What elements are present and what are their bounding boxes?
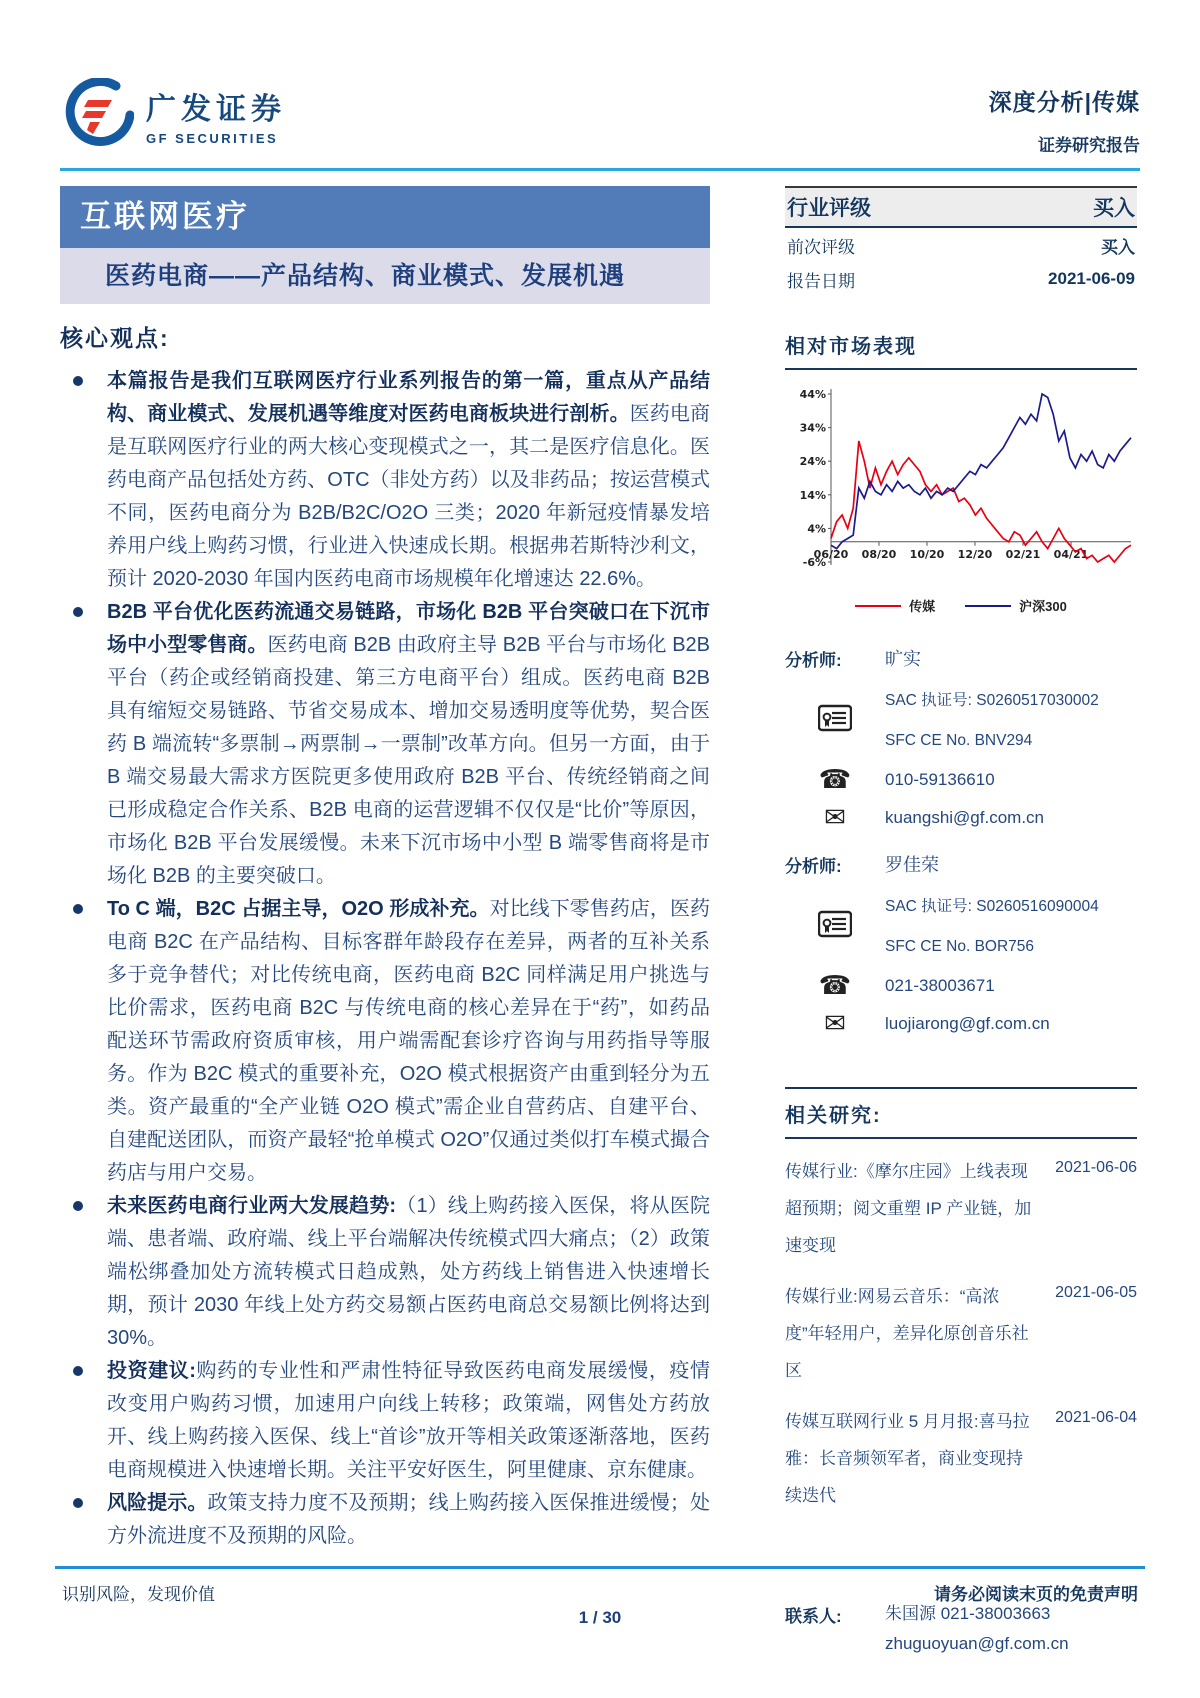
contact-email: zhuguoyuan@gf.com.cn xyxy=(885,1634,1069,1653)
sidebar-column xyxy=(785,186,1137,1662)
svg-text:10/20: 10/20 xyxy=(909,547,945,561)
svg-text:-6%: -6% xyxy=(802,556,826,569)
report-date-value: 2021-06-09 xyxy=(1048,269,1135,288)
report-date-row xyxy=(785,262,1137,296)
performance-line-chart xyxy=(785,384,1137,592)
analyst-1-header xyxy=(785,645,1137,671)
analyst-1-email-row xyxy=(785,799,1137,837)
legend-hs300: 沪深300 xyxy=(965,596,1067,615)
bullet-b2b: B2B 平台优化医药流通交易链路，市场化 B2B 平台突破口在下沉市场中小型零售商。医药电商 B2B 由政府主导 B2B 平台与市场化 B2B 平台（药企或经销商投建、第三方电商平台）组成。医药电商 B2B 具有缩短交易链路、节省交易成本、增加交易透明度等优势，契合医药 B 端流转“多票制→两票制→一票制”改革方向。但另一方面，由于 B 端交易最大需求方医院更多使用政府 B2B 平台、传统经销商之间已形成稳定合作关系、B2B 电商的运营逻辑不仅仅是“比价”等原因，市场化 B2B 平台发展缓慢。未来下沉市场中小型 B 端零售商将是市场化 B2B 的主要突破口。 xyxy=(60,596,710,893)
svg-text:08/20: 08/20 xyxy=(861,547,897,561)
svg-text:04/21: 04/21 xyxy=(1053,547,1089,561)
page-header xyxy=(60,78,1140,166)
related-date: 2021-06-06 xyxy=(1055,1159,1137,1176)
analyst-2-header xyxy=(785,851,1137,877)
gf-logo-icon xyxy=(60,78,134,152)
analyst-label: 分析师: xyxy=(785,856,842,876)
bullet-risk-warning: 风险提示。政策支持力度不及预期；线上购药接入医保推进缓慢；处方外流进度不及预期的风险。 xyxy=(60,1487,710,1553)
related-item xyxy=(785,1278,1137,1389)
analyst-sac: SAC 执证号: S0260516090004 xyxy=(885,898,1099,915)
bullet-b2c-o2o: To C 端，B2C 占据主导，O2O 形成补充。对比线下零售药店，医药电商 B2C 在产品结构、目标客群年龄段存在差异，两者的互补关系多于竞争替代；对比传统电商，医药电商 B2C 同样满足用户挑选与比价需求，医药电商 B2C 与传统电商的核心差异在于“药”，如药品配送环节需政府资质审核，用户端需配套诊疗咨询与用药指导等服务。作为 B2C 模式的重要补充，O2O 模式根据资产由重到轻分为五类。资产最重的“全产业链 O2O 模式”需企业自营药店、自建平台、自建配送团队，而资产最轻“抢单模式 O2O”仅通过类似打车模式撮合药店与用户交易。 xyxy=(60,893,710,1190)
bullet-investment-advice: 投资建议:购药的专业性和严肃性特征导致医药电商发展缓慢，疫情改变用户购药习惯，加速用户向线上转移；政策端，网售处方药放开、线上购药接入医保、线上“首诊”放开等相关政策逐渐落地，医药电商规模进入快速增长期。关注平安好医生，阿里健康、京东健康。 xyxy=(60,1355,710,1487)
svg-text:14%: 14% xyxy=(799,488,826,502)
relative-performance-section xyxy=(785,330,1137,615)
gf-logo-text xyxy=(146,84,286,146)
related-title: 传媒行业:《摩尔庄园》上线表现超预期；阅文重塑 IP 产业链，加速变现 xyxy=(785,1162,1032,1255)
analyst-1-phone-row xyxy=(785,761,1137,799)
legend-media: 传媒 xyxy=(855,596,935,615)
rating-table xyxy=(785,186,1137,296)
previous-rating-row xyxy=(785,228,1137,262)
related-item xyxy=(785,1403,1137,1514)
certificate-icon xyxy=(785,704,885,739)
disclaimer-note: 请务必阅读末页的免责声明 xyxy=(934,1585,1138,1604)
prev-rating-label: 前次评级 xyxy=(787,237,855,257)
svg-text:4%: 4% xyxy=(807,522,826,536)
analyst-2-email-row xyxy=(785,1005,1137,1043)
bullet-overview: 本篇报告是我们互联网医疗行业系列报告的第一篇，重点从产品结构、商业模式、发展机遇等维度对医药电商板块进行剖析。医药电商是互联网医疗行业的两大核心变现模式之一，其二是医疗信息化。医药电商产品包括处方药、OTC（非处方药）以及非药品；按运营模式不同，医药电商分为 B2B/B2C/O2O 三类；2020 年新冠疫情暴发培养用户线上购药习惯，行业进入快速成长期。根据弗若斯特沙利文，预计 2020-2030 年国内医药电商市场规模年化增速达 22.6%。 xyxy=(60,365,710,596)
analyst-1-certs xyxy=(785,681,1137,761)
svg-text:02/21: 02/21 xyxy=(1005,547,1041,561)
bullet-trends: 未来医药电商行业两大发展趋势:（1）线上购药接入医保，将从医院端、患者端、政府端、线上平台端解决传统模式四大痛点；（2）政策端松绑叠加处方流转模式日趋成熟，处方药线上销售进入快速增长期，预计 2030 年线上处方药交易额占医药电商总交易额比例将达到 30%。 xyxy=(60,1190,710,1355)
main-column xyxy=(60,186,710,1553)
analysts-section xyxy=(785,645,1137,1043)
mail-icon: ✉ xyxy=(824,803,846,833)
report-date-label: 报告日期 xyxy=(787,271,855,291)
analyst-2-certs xyxy=(785,887,1137,967)
phone-icon: ☎ xyxy=(818,971,852,1001)
analyst-sac: SAC 执证号: S0260517030002 xyxy=(885,692,1099,709)
hs300-line-swatch xyxy=(965,605,1011,607)
contact-name-phone: 朱国源 021-38003663 xyxy=(885,1604,1051,1623)
footer-divider xyxy=(55,1566,1145,1569)
page-title: 互联网医疗 xyxy=(60,186,710,248)
analyst-sfc: SFC CE No. BNV294 xyxy=(885,732,1033,749)
core-views-heading: 核心观点: xyxy=(60,325,170,351)
mail-icon: ✉ xyxy=(824,1009,846,1039)
prev-rating-value: 买入 xyxy=(1101,237,1135,257)
core-views-list xyxy=(60,365,710,1553)
analyst-label: 分析师: xyxy=(785,650,842,670)
related-title: 传媒互联网行业 5 月月报:喜马拉雅：长音频领军者，商业变现持续迭代 xyxy=(785,1412,1030,1505)
svg-text:34%: 34% xyxy=(799,421,826,435)
related-research-heading: 相关研究: xyxy=(785,1090,1137,1139)
analyst-phone: 021-38003671 xyxy=(885,976,995,995)
svg-text:44%: 44% xyxy=(799,388,826,401)
svg-text:24%: 24% xyxy=(799,455,826,469)
related-item xyxy=(785,1153,1137,1264)
analyst-name: 旷实 xyxy=(885,649,921,669)
header-divider xyxy=(60,168,1140,171)
chart-legend xyxy=(785,596,1137,615)
analyst-2-phone-row xyxy=(785,967,1137,1005)
analyst-email: luojiarong@gf.com.cn xyxy=(885,1014,1050,1033)
related-date: 2021-06-04 xyxy=(1055,1409,1137,1426)
svg-text:06/20: 06/20 xyxy=(813,547,849,561)
page-number: 1 / 30 xyxy=(578,1608,622,1627)
related-title: 传媒行业:网易云音乐：“高浓度”年轻用户，差异化原创音乐社区 xyxy=(785,1287,1029,1380)
footer-slogan: 识别风险，发现价值 xyxy=(62,1585,215,1604)
analyst-name: 罗佳荣 xyxy=(885,855,939,875)
rating-label: 行业评级 xyxy=(787,197,871,220)
header-right xyxy=(989,84,1140,156)
report-type: 证券研究报告 xyxy=(1038,136,1140,155)
logo-name-en: GF SECURITIES xyxy=(146,131,279,146)
analyst-sfc: SFC CE No. BOR756 xyxy=(885,938,1035,955)
chart-title: 相对市场表现 xyxy=(785,330,1137,370)
industry-rating-row xyxy=(785,186,1137,228)
related-date: 2021-06-05 xyxy=(1055,1284,1137,1301)
related-research-section xyxy=(785,1087,1137,1514)
media-line-swatch xyxy=(855,605,901,607)
phone-icon: ☎ xyxy=(818,765,852,795)
logo-name-cn: 广发证券 xyxy=(146,93,286,126)
analyst-email: kuangshi@gf.com.cn xyxy=(885,808,1045,827)
page-subtitle: 医药电商——产品结构、商业模式、发展机遇 xyxy=(60,248,710,304)
rating-value: 买入 xyxy=(1093,197,1135,220)
svg-text:12/20: 12/20 xyxy=(957,547,993,561)
analyst-phone: 010-59136610 xyxy=(885,770,995,789)
contact-label: 联系人: xyxy=(785,1607,842,1626)
gf-securities-logo xyxy=(60,78,1140,152)
certificate-icon xyxy=(785,910,885,945)
report-category: 深度分析|传媒 xyxy=(988,89,1140,115)
